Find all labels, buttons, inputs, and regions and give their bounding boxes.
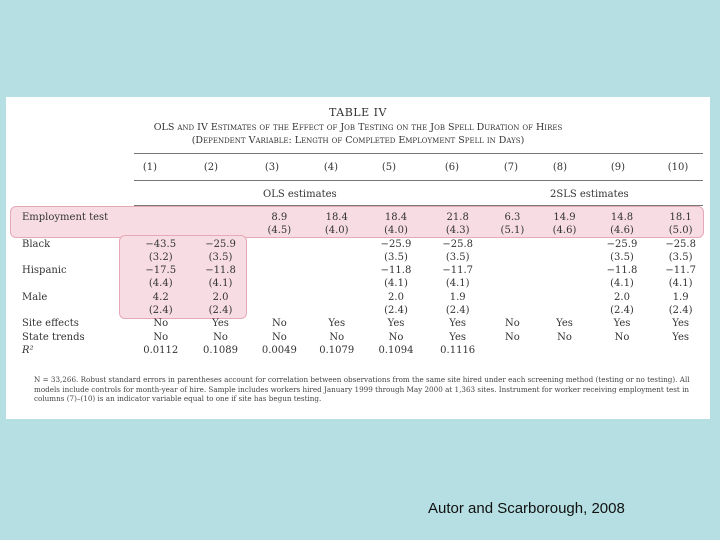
column-header: (3) xyxy=(264,162,280,173)
column-header: (8) xyxy=(552,162,568,173)
table-cell xyxy=(308,277,365,290)
table-cell xyxy=(131,211,191,224)
table-cell: No xyxy=(153,331,169,343)
table-cell: No xyxy=(557,331,572,343)
table-cell: (4.1) xyxy=(668,278,693,290)
table-cell: 0.1116 xyxy=(440,344,476,356)
table-cell: No xyxy=(329,331,345,343)
table-row xyxy=(20,211,710,224)
top-rule xyxy=(134,153,703,154)
table-row xyxy=(20,291,710,304)
table-row xyxy=(20,331,710,344)
table-cell xyxy=(489,304,537,317)
table-note: N = 33,266. Robust standard errors in parentheses account for correlation between observations from the same site hired under each screening method (testing or no testing). All models include controls for month-year of hire. Sample includes workers hired January 1999 through May 2000 at 1,363 sites. Instrument for worker receiving employment test in columns (7)–(10) is an indicator variable equal to one if site has begun testing. xyxy=(34,375,690,403)
table-cell xyxy=(536,264,592,277)
table-cell xyxy=(250,304,308,317)
table-cell xyxy=(250,238,308,251)
table-cell: No xyxy=(614,331,630,343)
table-cell xyxy=(308,238,365,251)
table-cell xyxy=(593,344,652,357)
column-header: (7) xyxy=(503,162,519,173)
table-cell: (4.6) xyxy=(610,225,634,237)
table-cell: 14.8 xyxy=(610,212,634,223)
table-cell: (4.5) xyxy=(267,225,292,237)
table-cell: (4.1) xyxy=(445,278,470,290)
table-cell xyxy=(489,277,537,290)
table-cell: −11.7 xyxy=(442,265,473,277)
table-cell: (2.4) xyxy=(610,305,634,317)
table-cell xyxy=(536,291,592,304)
table-cell: (2.4) xyxy=(384,305,408,317)
table-cell xyxy=(308,304,365,317)
column-header: (6) xyxy=(444,162,460,173)
table-cell: (5.1) xyxy=(500,225,525,237)
table-cell: (4.1) xyxy=(610,278,634,290)
table-cell xyxy=(308,291,365,304)
table-title: OLS and IV Estimates of the Effect of Job Testing on the Job Spell Duration of Hires xyxy=(153,122,563,133)
table-cell: (4.1) xyxy=(208,278,233,290)
table-cell: 18.4 xyxy=(384,212,408,223)
table-cell xyxy=(536,344,592,357)
table-cell: 2.0 xyxy=(614,291,630,303)
table-cell xyxy=(131,224,191,237)
table-cell xyxy=(536,304,592,317)
table-cell: Yes xyxy=(449,331,467,343)
table-cell: −11.8 xyxy=(380,265,412,277)
table-row xyxy=(20,224,710,237)
table-subtitle: (Dependent Variable: Length of Completed Employment Spell in Days) xyxy=(191,135,525,146)
table-cell: (3.5) xyxy=(610,251,634,263)
citation: Autor and Scarborough, 2008 xyxy=(428,500,625,517)
table-cell xyxy=(308,251,365,264)
table-cell: (3.5) xyxy=(208,251,233,263)
table-cell: −25.9 xyxy=(380,238,412,250)
table-cell: (3.5) xyxy=(668,251,693,263)
table-cell: Yes xyxy=(449,318,467,330)
table-cell: (4.4) xyxy=(148,278,173,290)
row-label: Male xyxy=(22,291,48,303)
table-row xyxy=(20,277,710,290)
row-label xyxy=(20,224,131,237)
table-cell xyxy=(536,238,592,251)
table-cell xyxy=(250,277,308,290)
table-cell: −43.5 xyxy=(145,238,177,250)
column-header: (4) xyxy=(323,162,339,173)
table-cell: (3.2) xyxy=(148,251,173,263)
column-header: (1) xyxy=(142,162,158,173)
table-cell: 0.1094 xyxy=(378,344,414,356)
table-cell: −11.8 xyxy=(606,265,638,277)
row-label xyxy=(20,304,131,317)
row-label: State trends xyxy=(22,331,85,343)
table-row xyxy=(20,264,710,277)
table-cell xyxy=(191,224,251,237)
row-label xyxy=(20,277,131,290)
table-sheet xyxy=(6,97,710,419)
row-label: Black xyxy=(22,238,51,250)
table-cell xyxy=(489,238,537,251)
table-row xyxy=(20,251,710,264)
row-label: Employment test xyxy=(22,212,109,223)
table-cell: 2.0 xyxy=(212,291,229,303)
table-cell: (4.1) xyxy=(384,278,408,290)
table-row xyxy=(20,317,710,330)
table-cell xyxy=(191,211,251,224)
table-cell: (2.4) xyxy=(668,305,693,317)
table-cell xyxy=(489,291,537,304)
table-cell: 4.2 xyxy=(152,291,169,303)
table-cell: (2.4) xyxy=(148,305,173,317)
table-number: TABLE IV xyxy=(329,106,387,119)
row-label: R² xyxy=(22,344,34,356)
table-row xyxy=(20,238,710,251)
group-ols: OLS estimates xyxy=(263,189,337,200)
table-cell: (3.5) xyxy=(384,251,408,263)
column-header: (10) xyxy=(667,162,689,173)
table-cell: −25.8 xyxy=(665,238,696,250)
table-cell: −25.8 xyxy=(442,238,473,250)
table-cell: 0.1079 xyxy=(319,344,355,356)
table-cell: −11.7 xyxy=(665,265,696,277)
table-cell: (4.0) xyxy=(324,225,349,237)
table-cell xyxy=(489,264,537,277)
row-label: Hispanic xyxy=(22,265,67,277)
table-cell xyxy=(308,264,365,277)
table-cell: Yes xyxy=(613,318,631,330)
table-cell: Yes xyxy=(328,318,346,330)
table-cell: 2.0 xyxy=(388,291,404,303)
header-rule xyxy=(134,180,703,181)
table-cell: (2.4) xyxy=(445,305,470,317)
table-cell: (3.5) xyxy=(445,251,470,263)
table-cell: Yes xyxy=(387,318,405,330)
table-cell: (4.6) xyxy=(552,225,577,237)
table-cell: (4.0) xyxy=(384,225,408,237)
table-cell: 1.9 xyxy=(449,291,466,303)
table-cell: −25.9 xyxy=(205,238,236,250)
table-cell: 6.3 xyxy=(504,212,521,223)
table-cell xyxy=(250,264,308,277)
table-cell: −17.5 xyxy=(145,265,177,277)
table-cell: No xyxy=(505,318,520,330)
column-header: (9) xyxy=(610,162,626,173)
row-label: Site effects xyxy=(22,318,79,330)
table-cell: 18.1 xyxy=(669,212,692,223)
table-cell: 0.1089 xyxy=(203,344,239,356)
table-cell: Yes xyxy=(212,318,229,330)
table-cell: 21.8 xyxy=(446,212,469,223)
row-label xyxy=(20,251,131,264)
table-cell: No xyxy=(271,318,287,330)
table-cell: −11.8 xyxy=(205,265,236,277)
table-cell xyxy=(536,251,592,264)
table-row xyxy=(20,344,710,357)
table-cell: (4.3) xyxy=(445,225,470,237)
table-cell: 8.9 xyxy=(271,212,288,223)
table-cell: Yes xyxy=(672,331,690,343)
results-table xyxy=(20,211,710,357)
table-cell: Yes xyxy=(556,318,573,330)
table-cell: 0.0112 xyxy=(143,344,179,356)
table-cell: Yes xyxy=(672,318,690,330)
table-cell xyxy=(536,277,592,290)
table-cell: No xyxy=(271,331,287,343)
table-cell: No xyxy=(505,331,520,343)
table-cell: 14.9 xyxy=(553,212,576,223)
table-cell: (2.4) xyxy=(208,305,233,317)
table-cell xyxy=(489,344,537,357)
table-cell: No xyxy=(388,331,404,343)
table-cell: (5.0) xyxy=(668,225,693,237)
column-header: (5) xyxy=(381,162,397,173)
table-cell: No xyxy=(153,318,169,330)
table-row xyxy=(20,304,710,317)
table-cell xyxy=(250,291,308,304)
table-cell: 0.0049 xyxy=(261,344,297,356)
table-cell: −25.9 xyxy=(606,238,638,250)
table-cell: 18.4 xyxy=(325,212,348,223)
table-cell xyxy=(250,251,308,264)
table-cell: 1.9 xyxy=(672,291,689,303)
column-header: (2) xyxy=(203,162,219,173)
group-2sls: 2SLS estimates xyxy=(550,189,629,200)
table-cell: No xyxy=(213,331,228,343)
table-cell xyxy=(651,344,710,357)
table-cell xyxy=(489,251,537,264)
